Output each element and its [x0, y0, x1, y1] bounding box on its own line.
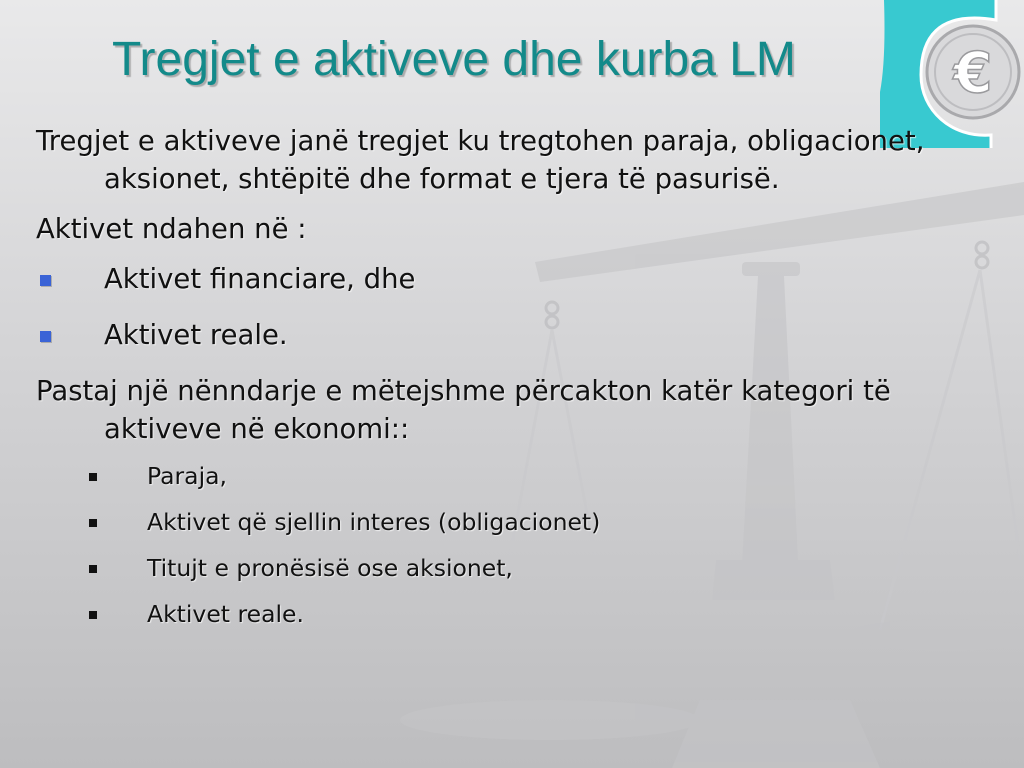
- square-bullet-icon: [89, 473, 97, 481]
- square-bullet-icon: [40, 275, 51, 286]
- sub-bullet-real-assets: [36, 598, 996, 630]
- paragraph-asset-markets: Tregjet e aktiveve janë tregjet ku tregtohen paraja, obligacionet, aksionet, shtëpitë dhe format e tjera të pasurisë.: [36, 125, 925, 195]
- bullet-financial-assets: [36, 260, 996, 298]
- bullet-text: Aktivet financiare, dhe: [104, 263, 416, 295]
- sub-bullet-text: Titujt e pronësisë ose aksionet,: [147, 554, 513, 582]
- sub-bullet-text: Aktivet reale.: [147, 600, 304, 628]
- slide-content: [36, 122, 996, 644]
- sub-bullet-equities: [36, 552, 996, 584]
- bullet-real-assets: [36, 316, 996, 354]
- square-bullet-icon: [89, 565, 97, 573]
- square-bullet-icon: [89, 519, 97, 527]
- svg-text:€: €: [953, 41, 993, 106]
- sub-bullet-text: Aktivet që sjellin interes (obligacionet): [147, 508, 601, 536]
- sub-bullet-money: [36, 460, 996, 492]
- slide-title: Tregjet e aktiveve dhe kurba LM: [112, 33, 796, 86]
- bullet-text: Aktivet reale.: [104, 319, 288, 351]
- paragraph-subdivision: Pastaj një nënndarje e mëtejshme përcakton katër kategori të aktiveve në ekonomi::: [36, 375, 891, 445]
- sub-bullet-text: Paraja,: [147, 462, 227, 490]
- sub-bullet-bonds: [36, 506, 996, 538]
- square-bullet-icon: [89, 611, 97, 619]
- paragraph-asset-division: Aktivet ndahen në :: [36, 213, 307, 245]
- square-bullet-icon: [40, 331, 51, 342]
